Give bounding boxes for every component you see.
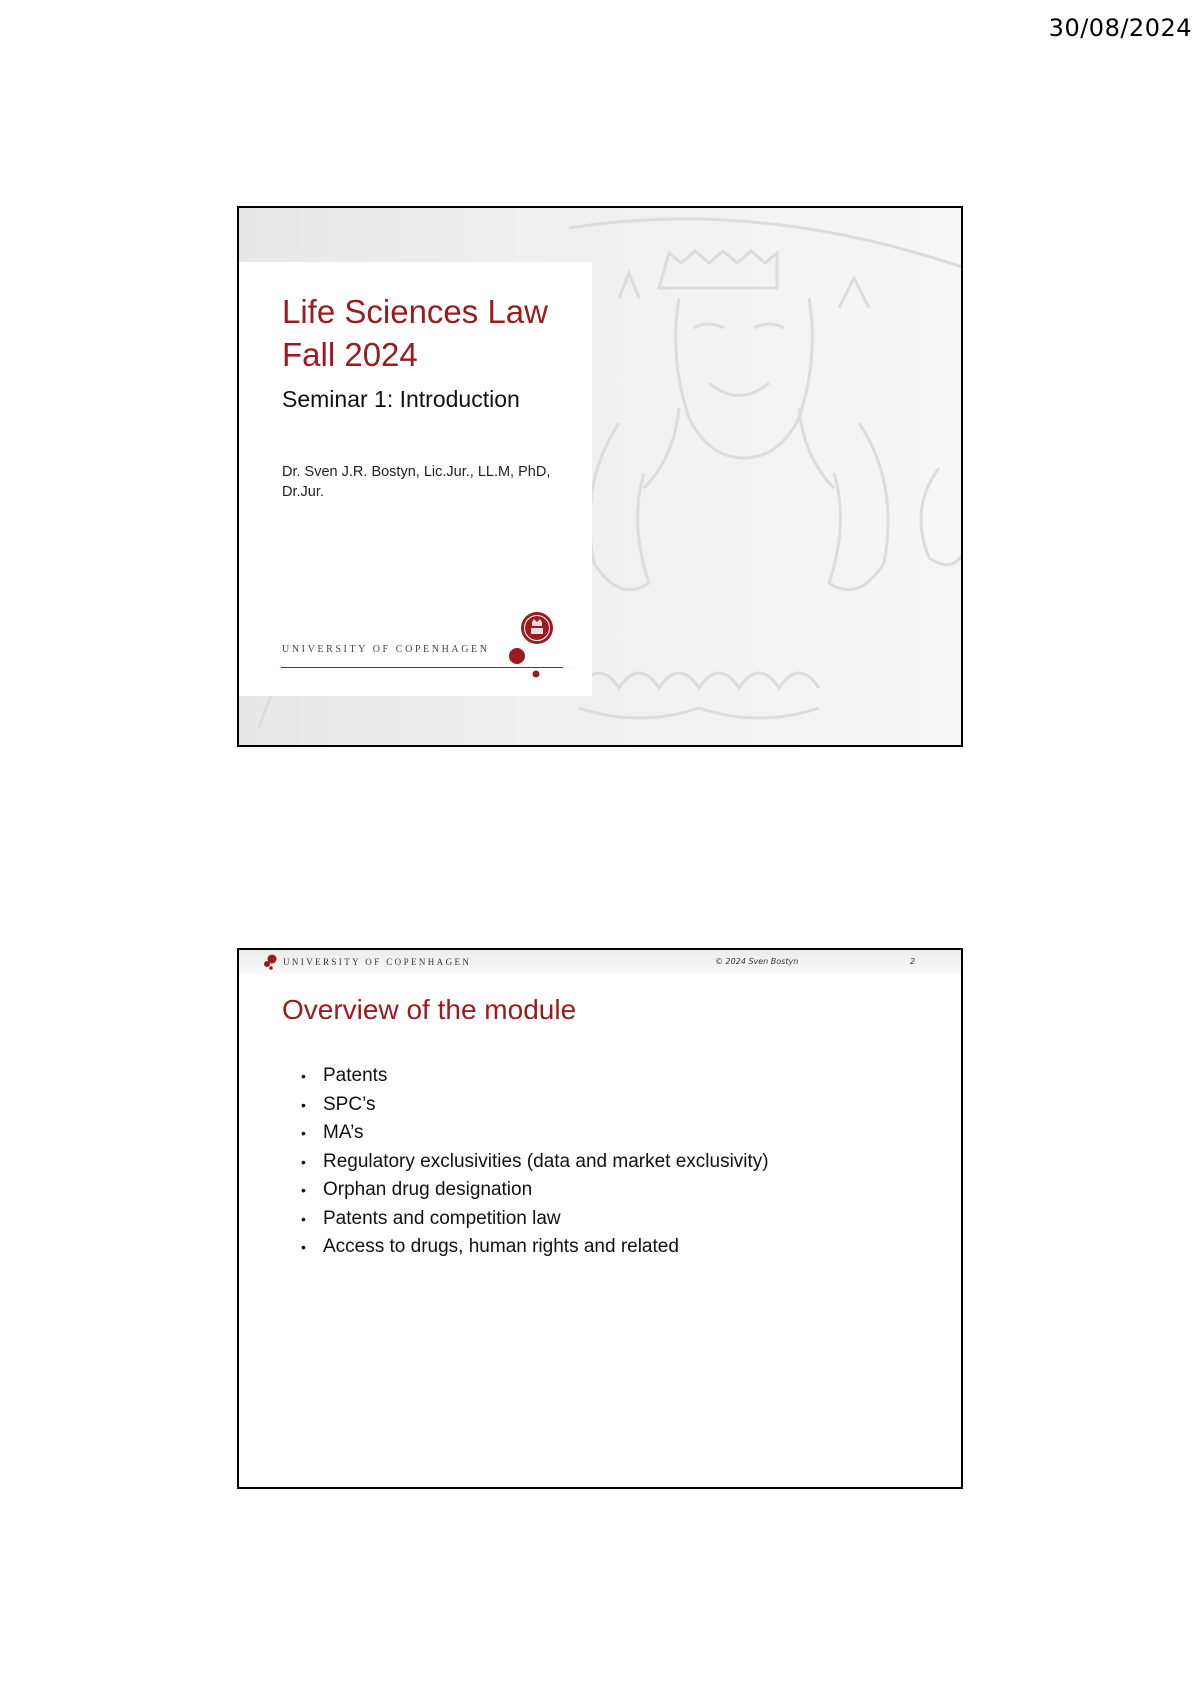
list-item: • Patents and competition law [301,1205,769,1234]
author-credentials: Dr. Sven J.R. Bostyn, Lic.Jur., LL.M, PhD, Dr.Jur. [282,464,551,500]
list-item: • Access to drugs, human rights and related [301,1233,769,1262]
slide-title: Overview of the module [282,994,577,1025]
course-title-line-1: Life Sciences Law [282,293,548,330]
header-copyright: © 2024 Sven Bostyn [715,957,799,966]
university-logo-icon [263,954,277,970]
page-date: 30/08/2024 [1048,14,1192,42]
slide-2-overview [237,948,963,1489]
university-seal-icon [501,610,561,680]
title-card [239,262,592,696]
list-item: • Orphan drug designation [301,1176,769,1205]
course-title [282,290,582,376]
university-name: UNIVERSITY OF COPENHAGEN [282,644,490,655]
module-topics-list [301,1062,769,1262]
list-item: • MA’s [301,1119,769,1148]
course-title-line-2: Fall 2024 [282,336,418,373]
slide-number: 2 [910,957,916,966]
slide-1-title [237,206,963,747]
seminar-subtitle: Seminar 1: Introduction [282,386,520,412]
list-item: • Regulatory exclusivities (data and market exclusivity) [301,1148,769,1177]
header-university-name: UNIVERSITY OF COPENHAGEN [283,957,472,967]
slide-header [239,950,961,974]
list-item: • SPC’s [301,1091,769,1120]
list-item: • Patents [301,1062,769,1091]
